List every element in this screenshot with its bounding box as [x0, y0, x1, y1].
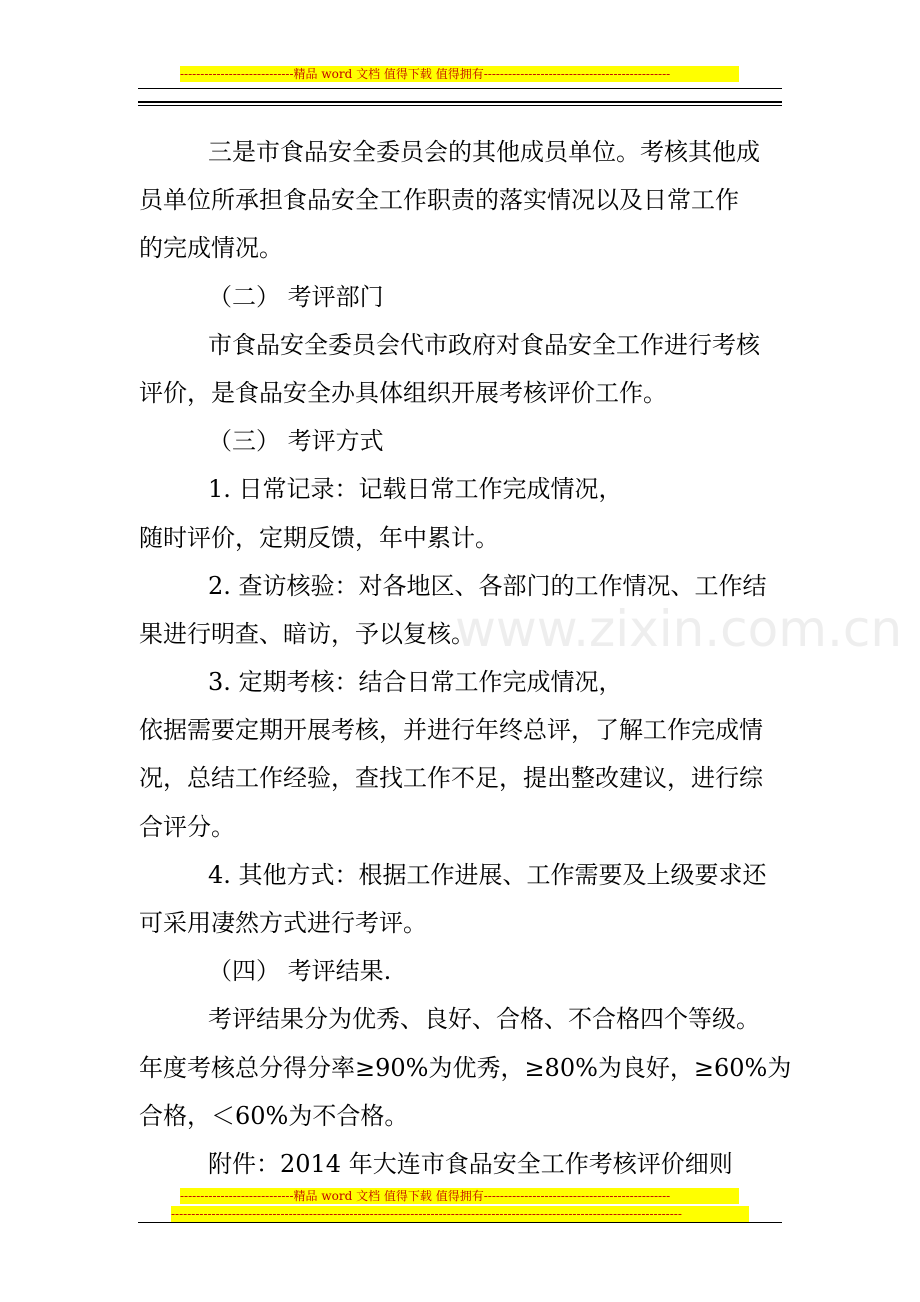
paragraph-line: 合评分。 [139, 812, 235, 841]
paragraph-line: 考评结果分为优秀、良好、合格、不合格四个等级。 [208, 1005, 760, 1034]
header-rule-thick [138, 101, 782, 103]
paragraph-line: 依据需要定期开展考核，并进行年终总评，了解工作完成情 [139, 716, 763, 745]
paragraph-line: 随时评价，定期反馈，年中累计。 [139, 523, 499, 552]
header-banner: ----------------------------精品 word 文档 值得下载 值得拥有---------------------------------------------- [180, 66, 739, 82]
paragraph-line: 合格，＜60%为不合格。 [139, 1101, 409, 1130]
paragraph-line: 果进行明查、暗访，予以复核。 [139, 619, 475, 648]
section-heading: （三） 考评方式 [208, 427, 384, 456]
paragraph-line: 员单位所承担食品安全工作职责的落实情况以及日常工作 [139, 186, 739, 215]
section-heading: （四） 考评结果. [208, 957, 392, 986]
list-item: 3. 定期考核：结合日常工作完成情况， [208, 668, 623, 697]
list-item: 1. 日常记录：记载日常工作完成情况， [208, 475, 623, 504]
footer-rule [138, 1222, 782, 1223]
header-rule [138, 88, 782, 89]
footer-banner: ----------------------------精品 word 文档 值得下载 值得拥有---------------------------------------------- [180, 1188, 739, 1204]
body-text [139, 128, 792, 1188]
list-item: 2. 查访核验：对各地区、各部门的工作情况、工作结 [208, 571, 767, 600]
header-rule-thin [138, 105, 782, 106]
paragraph-line: 三是市食品安全委员会的其他成员单位。考核其他成 [208, 138, 760, 166]
section-heading: （二） 考评部门 [208, 282, 384, 311]
watermark: www.zixin.com.cn [455, 600, 903, 658]
paragraph-line: 可采用凄然方式进行考评。 [139, 909, 427, 937]
paragraph-line: 的完成情况。 [139, 234, 283, 263]
paragraph-line: 年度考核总分得分率≥90%为优秀，≥80%为良好，≥60%为 [139, 1053, 792, 1082]
list-item: 4. 其他方式：根据工作进展、工作需要及上级要求还 [208, 860, 767, 889]
paragraph-line: 评价，是食品安全办具体组织开展考核评价工作。 [139, 378, 667, 407]
paragraph-line: 况，总结工作经验，查找工作不足，提出整改建议，进行综 [139, 764, 763, 793]
attachment-line: 附件：2014 年大连市食品安全工作考核评价细则 [208, 1149, 733, 1178]
paragraph-line: 市食品安全委员会代市政府对食品安全工作进行考核 [208, 330, 760, 359]
footer-dashes: ------------------------------------------------------------------------------------------------------------------------------ [171, 1206, 749, 1222]
